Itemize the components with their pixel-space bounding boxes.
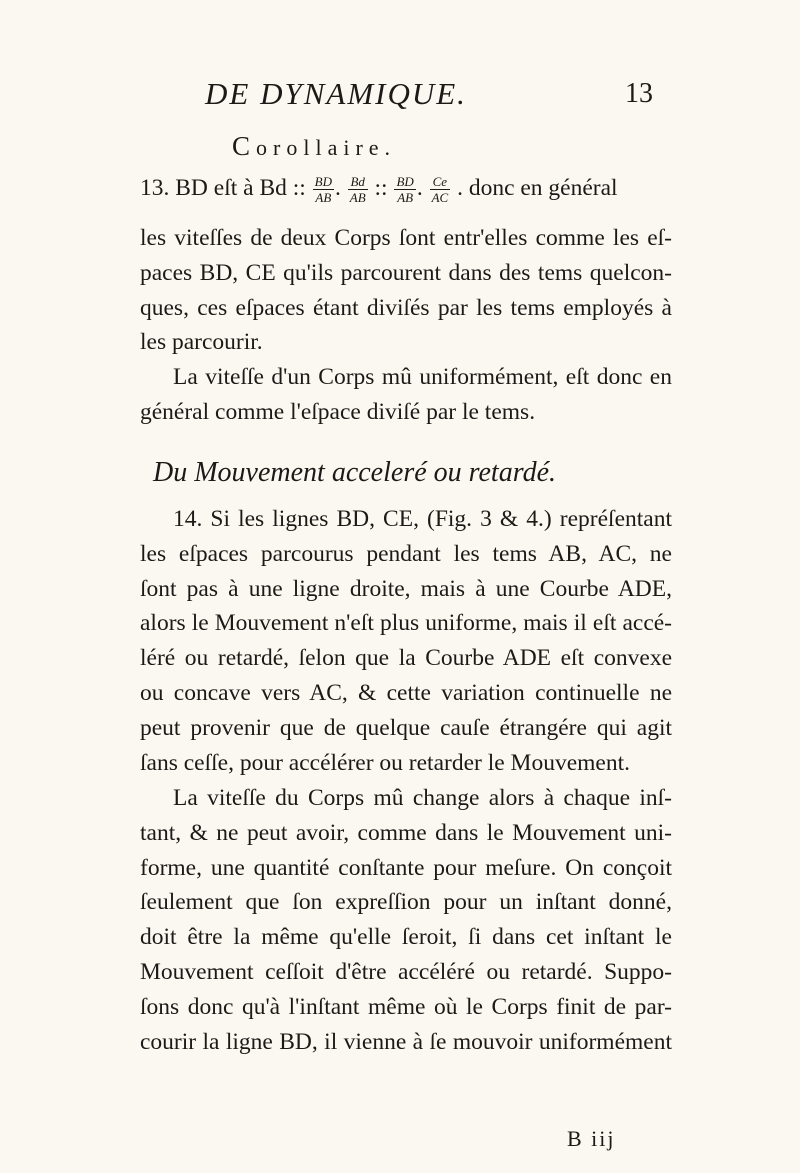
text-line: forme, une quantité conſtante pour meſure. On conçoit <box>140 854 672 881</box>
text-line: ſons donc qu'à l'inſtant même où le Corps finit de par- <box>140 993 672 1020</box>
fraction-1 <box>313 174 334 205</box>
fraction-denominator: AB <box>349 190 366 205</box>
paragraph-14-continuation <box>140 781 672 1059</box>
text-line: La viteſſe du Corps mû change alors à chaque inſ- <box>173 785 672 811</box>
text-line: 14. Si les lignes BD, CE, (Fig. 3 & 4.) repréſentant <box>173 506 672 532</box>
paragraph-13-formula: 13. BD eſt à Bd :: $\frac{BD}{AB}$ . $\frac{Bd}{AB}$ :: $\frac{BD}{AB}$ . $\frac{Ce}{AC}$ . donc en général <box>140 174 618 205</box>
paragraph-13-body <box>140 221 672 360</box>
text-line: ſans ceſſe, pour accélérer ou retarder le Mouvement. <box>140 749 630 776</box>
paragraph-14-body <box>140 502 672 780</box>
text-line: ou concave vers AC, & cette variation continuelle ne <box>140 679 672 706</box>
fraction-denominator: AB <box>397 190 414 205</box>
text-line: courir la ligne BD, il vienne à ſe mouvoir uniformément <box>140 1028 672 1055</box>
text-line: ſeulement que ſon expreſſion pour un inſtant donné, <box>140 889 672 916</box>
fraction-denominator: AB <box>315 190 332 205</box>
text-line: les eſpaces parcourus pendant les tems AB, AC, ne <box>140 540 672 567</box>
text-line: alors le Mouvement n'eſt plus uniforme, mais il eſt accé- <box>140 610 672 637</box>
text-line: léré ou retardé, ſelon que la Courbe ADE eſt convexe <box>140 645 672 672</box>
text-line: les parcourir. <box>140 329 263 356</box>
fraction-numerator: Bd <box>348 174 368 190</box>
text-line: les viteſſes de deux Corps ſont entr'elles comme les eſ- <box>140 225 672 251</box>
text-line: paces BD, CE qu'ils parcourent dans des tems quelcon- <box>140 259 672 286</box>
running-head <box>0 72 800 122</box>
page-number: 13 <box>625 78 653 109</box>
fraction-2 <box>348 174 368 205</box>
text-line: tant, & ne peut avoir, comme dans le Mouvement uni- <box>140 819 672 846</box>
text-line: peut provenir que de quelque cauſe étrangére qui agit <box>140 714 672 741</box>
text-line: La viteſſe d'un Corps mû uniformément, eſt donc en <box>173 364 672 390</box>
text-line: doit être la même qu'elle ſeroit, ſi dans cet inſtant le <box>140 924 672 951</box>
text-line: Mouvement ceſſoit d'être accéléré ou retardé. Suppo- <box>140 958 672 985</box>
running-title: DE DYNAMIQUE. <box>205 76 467 111</box>
text-line: ſont pas à une ligne droite, mais à une Courbe ADE, <box>140 575 672 602</box>
fraction-4 <box>430 174 451 205</box>
fraction-3 <box>394 174 415 205</box>
formula-suffix: . donc en général <box>457 174 618 201</box>
paragraph-13-conclusion <box>140 360 672 430</box>
proportion-sign: :: <box>374 174 388 201</box>
text-line: ques, ces eſpaces étant diviſés par les tems employés à <box>140 294 672 321</box>
corollaire-heading: Corollaire. <box>232 131 397 161</box>
section-heading: Du Mouvement acceleré ou retardé. <box>153 457 556 488</box>
text-line: général comme l'eſpace diviſé par le tems. <box>140 398 536 425</box>
fraction-numerator: Ce <box>430 174 451 190</box>
formula-prefix: 13. BD eſt à Bd :: <box>140 174 306 201</box>
fraction-numerator: BD <box>314 174 333 189</box>
fraction-denominator: AC <box>431 190 449 205</box>
signature-mark: B iij <box>567 1126 616 1151</box>
fraction-numerator: BD <box>396 174 414 189</box>
